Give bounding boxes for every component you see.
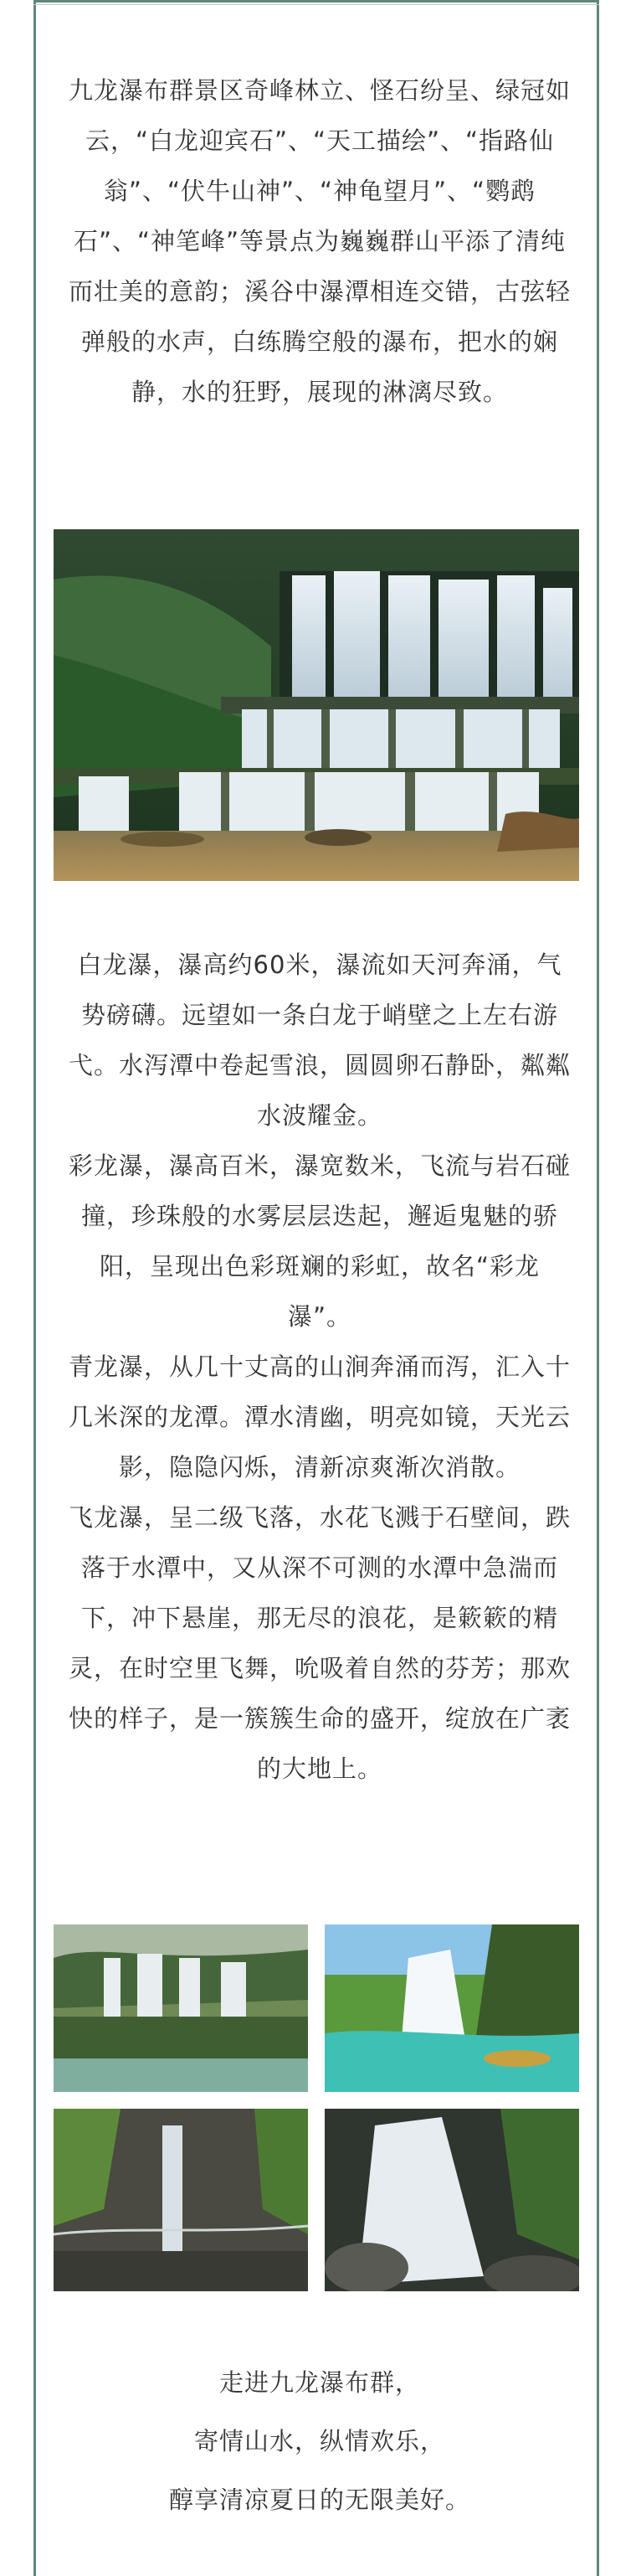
waterfall-photo-4 [325,2109,579,2291]
top-border-line [33,0,599,5]
waterfall-photo-1 [54,1924,308,2092]
closing-line-1: 走进九龙瀑布群， [218,2368,420,2397]
flying-dragon-falls-text: 飞龙瀑，呈二级飞落，水花飞溅于石壁间，跌落于水潭中，又从深不可测的水潭中急湍而下，冲下悬崖，那无尽的浪花，是簌簌的精灵，在时空里飞舞，吮吸着自然的芬芳；那欢快的样子，是一簇簇生命的盛开，绽放在广袤的大地上。 [69,1503,572,1783]
waterfall-photo-3 [54,2109,308,2291]
falls-paragraphs [69,940,571,1794]
intro-text: 九龙瀑布群景区奇峰林立、怪石纷呈、绿冠如云，“白龙迎宾石”、“天工描绘”、“指路仙翁”、“伏牛山神”、“神龟望月”、“鹦鹉石”、“神笔峰”等景点为巍巍群山平添了清纯而壮美的意韵；溪谷中瀑潭相连交错，古弦轻弹般的水声，白练腾空般的瀑布，把水的娴静，水的狂野，展现的淋漓尽致。 [69,76,572,406]
closing-line-2: 寄情山水，纵情欢乐， [193,2427,445,2455]
closing-line-3: 醇享清凉夏日的无限美好。 [168,2486,470,2514]
intro-paragraph [69,65,571,417]
waterfall-photo-2 [325,1924,579,2092]
waterfall-panorama-photo [54,529,579,881]
colorful-dragon-falls-text: 彩龙瀑，瀑高百米，瀑宽数米，飞流与岩石碰撞，珍珠般的水雾层层迭起，邂逅鬼魅的骄阳，呈现出色彩斑斓的彩虹，故名“彩龙瀑”。 [69,1151,572,1331]
closing-lines [69,2353,571,2529]
white-dragon-falls-text: 白龙瀑，瀑高约60米，瀑流如天河奔涌，气势磅礴。远望如一条白龙于峭壁之上左右游弋。水泻潭中卷起雪浪，圆圆卵石静卧，粼粼水波耀金。 [69,951,572,1130]
green-dragon-falls-text: 青龙瀑，从几十丈高的山涧奔涌而泻，汇入十几米深的龙潭。潭水清幽，明亮如镜，天光云影，隐隐闪烁，清新凉爽渐次消散。 [69,1352,572,1481]
